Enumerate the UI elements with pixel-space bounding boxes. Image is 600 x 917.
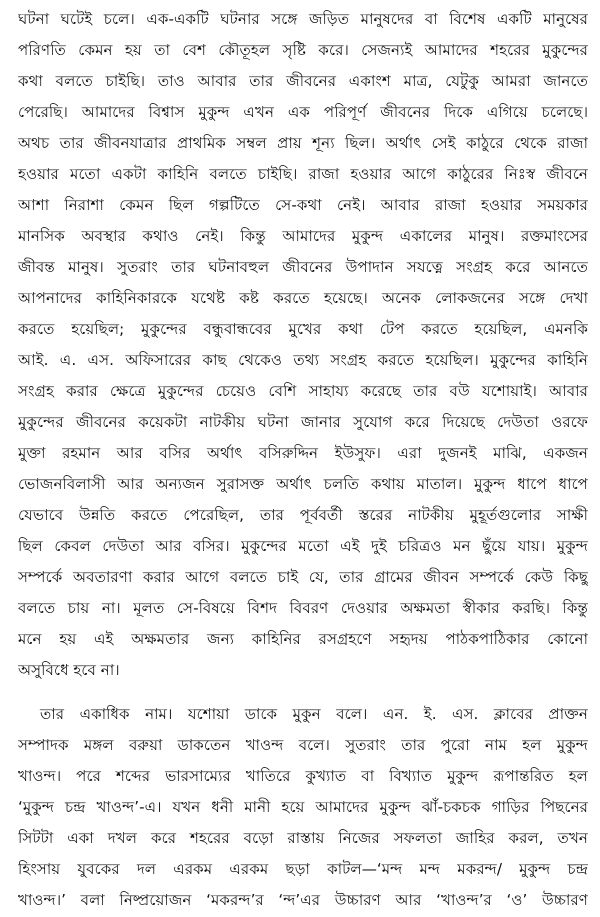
text-line: যেভাবে উন্নতি করতে পেরেছিল, তার পূর্ববর্তী স্তরের নাটকীয় মুহূর্তগুলোর সাক্ষী bbox=[18, 506, 588, 524]
text-line: বলতে চায় না। মূলত সে-বিষয়ে বিশদ বিবরণ দেওয়ার অক্ষমতা স্বীকার করছি। কিন্তু bbox=[18, 599, 588, 617]
text-line: খাওন্দ। পরে শব্দের ভারসাম্যের খাতিরে কুখ্যাত বা বিখ্যাত মুকুন্দ রূপান্তরিত হল bbox=[18, 767, 588, 785]
text-line: সংগ্রহ করার ক্ষেত্রে মুকুন্দের চেয়েও বেশি সাহায্য করেছে তার বউ যশোয়াই। আবার bbox=[18, 382, 588, 400]
text-line: আপনাদের কাহিনিকারকে যথেষ্ট কষ্ট করতে হয়েছে। অনেক লোকজনের সঙ্গে দেখা bbox=[18, 289, 588, 307]
paragraph-1 bbox=[18, 4, 588, 686]
text-line: হওয়ার মতো একটা কাহিনি বলতে চাইছি। রাজা হওয়ার আগে কাঠুরের নিঃস্ব জীবনে bbox=[18, 165, 588, 183]
text-line: হিংসায় যুবকের দল এরকম এরকম ছড়া কাটল—‘মন্দ মন্দ মকরন্দ/ মুকুন্দ চন্দ্র bbox=[18, 860, 588, 878]
text-line: সম্পাদক মঙ্গল বরুয়া ডাকতেন খাওন্দ বলে। সুতরাং তার পুরো নাম হল মুকুন্দ bbox=[18, 736, 588, 754]
text-line: পেরেছি। আমাদের বিশ্বাস মুকুন্দ এখন এক পরিপূর্ণ জীবনের দিকে এগিয়ে চলেছে। bbox=[18, 103, 588, 121]
text-line: মুকুন্দের জীবনের কয়েকটা নাটকীয় ঘটনা জানার সুযোগ করে দিয়েছে দেউতা ওরফে bbox=[18, 413, 588, 431]
text-line: অথচ তার জীবনযাত্রার প্রাথমিক সম্বল প্রায় শূন্য ছিল। অর্থাৎ সেই কাঠুরে থেকে রাজা bbox=[18, 134, 588, 152]
text-line: সম্পর্কে অবতারণা করার আগে বলতে চাই যে, তার গ্রামের জীবন সম্পর্কে কেউ কিছু bbox=[18, 568, 588, 586]
text-line: ছিল কেবল দেউতা আর বসির। মুকুন্দের মতো এই দুই চরিত্রও মন ছুঁয়ে যায়। মুকুন্দ bbox=[18, 537, 588, 555]
text-line: মুক্তা রহমান আর বসির অর্থাৎ বসিরুদ্দিন ইউসুফ। এরা দুজনই মাঝি, একজন bbox=[18, 444, 588, 462]
text-line: তার একাধিক নাম। যশোয়া ডাকে মুকুন বলে। এন. ই. এস. ক্লাবের প্রাক্তন bbox=[40, 705, 588, 723]
text-line: করতে হয়েছিল; মুকুন্দের বন্ধুবান্ধবের মুখের কথা টেপ করতে হয়েছিল, এমনকি bbox=[18, 320, 588, 338]
text-line: আশা নিরাশা কেমন ছিল গল্পটিতে সে-কথা নেই। আবার রাজা হওয়ার সময়কার bbox=[18, 196, 588, 214]
paragraph-2 bbox=[18, 699, 588, 916]
text-line: মানসিক অবস্থার কথাও নেই। কিন্তু আমাদের মুকুন্দ একালের মানুষ। রক্তমাংসের bbox=[18, 227, 588, 245]
paragraph-gap bbox=[18, 686, 588, 699]
text-line: ঘটনা ঘটেই চলে। এক-একটি ঘটনার সঙ্গে জড়িত মানুষদের বা বিশেষ একটি মানুষের bbox=[18, 10, 588, 28]
text-line: খাওন্দ।’ বলা নিষ্প্রয়োজন ‘মকরন্দ’র ‘ন্দ’এর উচ্চারণ আর ‘খাওন্দ’র ‘ও’ উচ্চারণ bbox=[18, 891, 588, 909]
text-line: আই. এ. এস. অফিসারের কাছ থেকেও তথ্য সংগ্রহ করতে হয়েছিল। মুকুন্দের কাহিনি bbox=[18, 351, 588, 369]
document-page bbox=[18, 4, 588, 916]
text-line: মনে হয় এই অক্ষমতার জন্য কাহিনির রসগ্রহণে সহৃদয় পাঠকপাঠিকার কোনো bbox=[18, 630, 588, 648]
text-line: ‘মুকুন্দ চন্দ্র খাওন্দ’-এ। যখন ধনী মানী হয়ে আমাদের মুকুন্দ ঝাঁ-চকচক গাড়ির পিছনের bbox=[18, 798, 588, 816]
text-line: সিটটা একা দখল করে শহরের বড়ো রাস্তায় নিজের সফলতা জাহির করল, তখন bbox=[18, 829, 588, 847]
text-line: পরিণতি কেমন হয় তা বেশ কৌতূহল সৃষ্টি করে। সেজন্যই আমাদের শহরের মুকুন্দের bbox=[18, 41, 588, 59]
text-line: জীবন্ত মানুষ। সুতরাং তার ঘটনাবহুল জীবনের উপাদান সযত্নে সংগ্রহ করে আনতে bbox=[18, 258, 588, 276]
text-line: কথা বলতে চাইছি। তাও আবার তার জীবনের একাংশ মাত্র, যেটুকু আমরা জানতে bbox=[18, 72, 588, 90]
text-line: অসুবিধে হবে না। bbox=[18, 661, 120, 679]
text-line: ভোজনবিলাসী আর অন্যজন সুরাসক্ত অর্থাৎ চলতি কথায় মাতাল। মুকুন্দ ধাপে ধাপে bbox=[18, 475, 588, 493]
